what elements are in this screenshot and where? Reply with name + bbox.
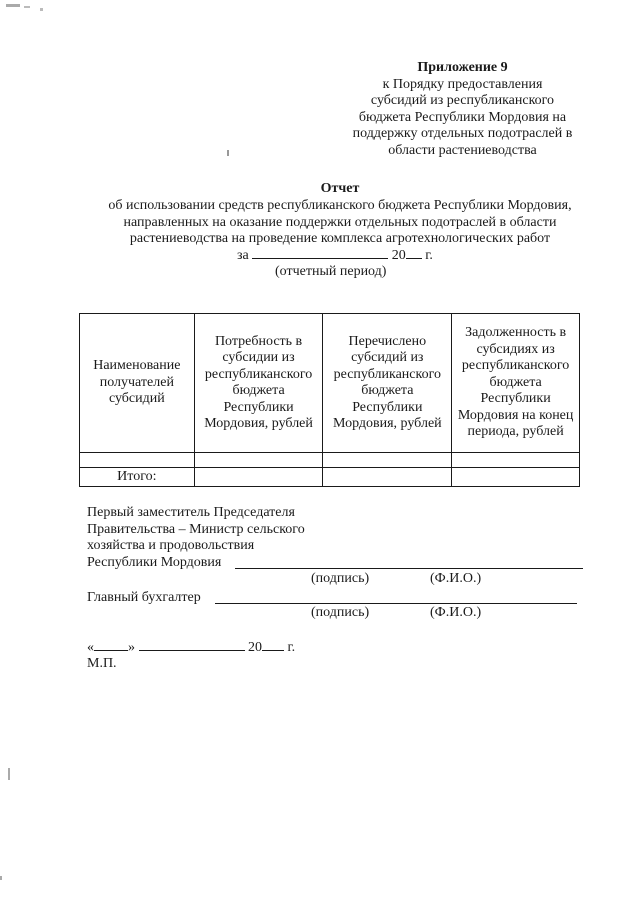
- period-year: 20: [391, 248, 406, 263]
- period-prefix: за: [237, 248, 249, 263]
- month-blank: [139, 638, 245, 651]
- header-need: Потребность в субсидии из республиканского бюджета Республики Мордовия, рублей: [194, 314, 323, 453]
- name-caption: (Ф.И.О.): [430, 571, 482, 586]
- report-description-line: об использовании средств республиканского бюджета Республики Мордовия,: [108, 198, 572, 213]
- date-close-quote: »: [128, 640, 135, 655]
- total-label: Итого:: [80, 468, 195, 487]
- official-title-line: Первый заместитель Председателя: [87, 505, 295, 520]
- report-description-line: направленных на оказание поддержки отдельных подотраслей в области: [123, 214, 557, 230]
- report-description: [70, 198, 610, 248]
- scan-speck: [227, 150, 229, 156]
- date-year-blank: [262, 638, 284, 651]
- date-year: 20: [248, 640, 262, 655]
- period-blank: [252, 246, 388, 259]
- report-description-line: растениеводства на проведение комплекса агротехнологических работ: [129, 231, 551, 246]
- table-cell: [452, 453, 580, 468]
- appendix-title: Приложение 9: [417, 60, 508, 75]
- table-cell: [323, 453, 452, 468]
- day-blank: [94, 638, 128, 651]
- table-cell: [452, 468, 580, 487]
- official-title-line: Республики Мордовия: [87, 554, 222, 570]
- table-cell: [194, 453, 323, 468]
- official-title-line: Правительства – Министр сельского: [87, 521, 305, 537]
- year-blank: [406, 246, 422, 259]
- accountant-label: Главный бухгалтер: [87, 590, 201, 605]
- signature-caption: (подпись): [311, 605, 370, 620]
- table-cell: [80, 453, 195, 468]
- appendix-line: субсидий из республиканского: [370, 93, 555, 108]
- header-debt: Задолженность в субсидиях из республиканского бюджета Республики Мордовия на конец периода, рублей: [452, 314, 580, 453]
- table-cell: [194, 468, 323, 487]
- appendix-header: [335, 60, 590, 159]
- appendix-line: к Порядку предоставления: [382, 76, 543, 92]
- official-title-line: хозяйства и продовольствия: [87, 538, 255, 553]
- table-cell: [323, 468, 452, 487]
- signature-caption: (подпись): [311, 571, 370, 586]
- scan-speck: [40, 8, 43, 11]
- report-table: [79, 313, 580, 487]
- stamp-label: М.П.: [87, 656, 117, 671]
- table-row: [80, 453, 580, 468]
- report-title: Отчет: [320, 181, 360, 196]
- table-total-row: [80, 468, 580, 487]
- date-open-quote: «: [87, 640, 94, 655]
- period-suffix: г.: [425, 248, 433, 263]
- period-line: [237, 246, 433, 264]
- date-suffix: г.: [287, 640, 296, 655]
- scan-speck: [8, 768, 10, 780]
- table-header-row: [80, 314, 580, 453]
- official-title: [87, 505, 305, 571]
- period-caption: (отчетный период): [275, 264, 387, 279]
- header-recipients: Наименование получателей субсидий: [80, 314, 195, 453]
- scan-speck: [24, 6, 30, 8]
- scan-speck: [0, 876, 2, 880]
- name-caption: (Ф.И.О.): [430, 605, 482, 620]
- appendix-line: поддержку отдельных подотраслей в: [352, 126, 573, 141]
- scan-speck: [6, 4, 20, 7]
- accountant-signature-line: [215, 603, 577, 604]
- appendix-line: области растениеводства: [388, 142, 537, 158]
- appendix-line: бюджета Республики Мордовия на: [358, 109, 567, 125]
- header-transferred: Перечислено субсидий из республиканского бюджета Республики Мордовия, рублей: [323, 314, 452, 453]
- official-signature-line: [235, 568, 583, 569]
- date-line: [87, 638, 295, 656]
